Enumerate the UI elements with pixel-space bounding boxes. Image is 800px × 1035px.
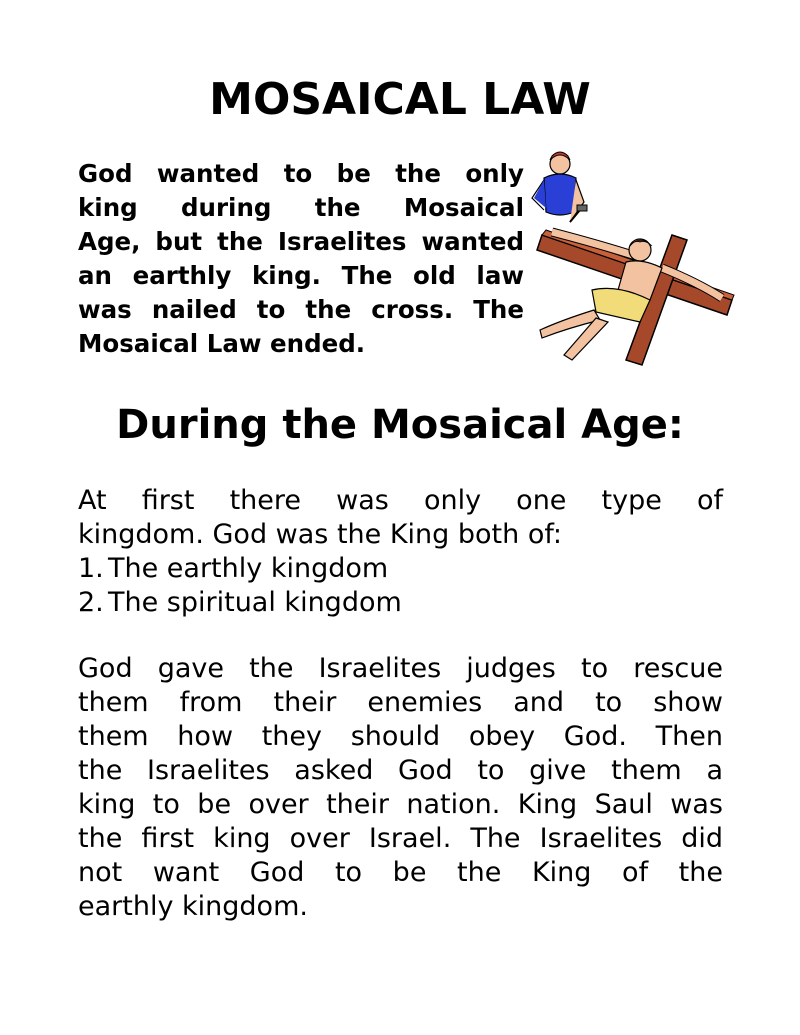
- paragraph-line: God gave the Israelites judges to rescue: [78, 653, 723, 684]
- intro-line: an earthly king. The old law: [78, 261, 524, 290]
- intro-line: Age, but the Israelites wanted: [78, 227, 524, 256]
- paragraph-line: them from their enemies and to show: [78, 687, 723, 718]
- section-heading: During the Mosaical Age:: [116, 402, 684, 448]
- list-number: 1.: [78, 553, 104, 584]
- paragraph-line: the Israelites asked God to give them a: [78, 755, 723, 786]
- intro-line: God wanted to be the only: [78, 159, 524, 188]
- paragraph-line: king to be over their nation. King Saul was: [78, 789, 723, 820]
- intro-paragraph: [78, 157, 524, 361]
- intro-line: Mosaical Law ended.: [78, 329, 366, 358]
- paragraph-line: earthly kingdom.: [78, 891, 308, 922]
- list-item: [78, 552, 723, 586]
- list-number: 2.: [78, 587, 104, 618]
- crucifixion-illustration: [522, 150, 737, 370]
- paragraph-line: the first king over Israel. The Israelites did: [78, 823, 723, 854]
- paragraph-judges: [78, 652, 723, 924]
- list-item: [78, 586, 723, 620]
- paragraph-line: not want God to be the King of the: [78, 857, 723, 888]
- list-text: The spiritual kingdom: [108, 587, 402, 618]
- intro-line: king during the Mosaical: [78, 193, 524, 222]
- paragraph-line: them how they should obey God. Then: [78, 721, 723, 752]
- list-text: The earthly kingdom: [108, 553, 389, 584]
- intro-line: was nailed to the cross. The: [78, 295, 524, 324]
- kingdom-list: [78, 552, 723, 620]
- paragraph-kingdom-types: [78, 484, 723, 620]
- paragraph-line: kingdom. God was the King both of:: [78, 519, 562, 550]
- paragraph-line: At first there was only one type of: [78, 485, 723, 516]
- page-title: MOSAICAL LAW: [209, 74, 591, 125]
